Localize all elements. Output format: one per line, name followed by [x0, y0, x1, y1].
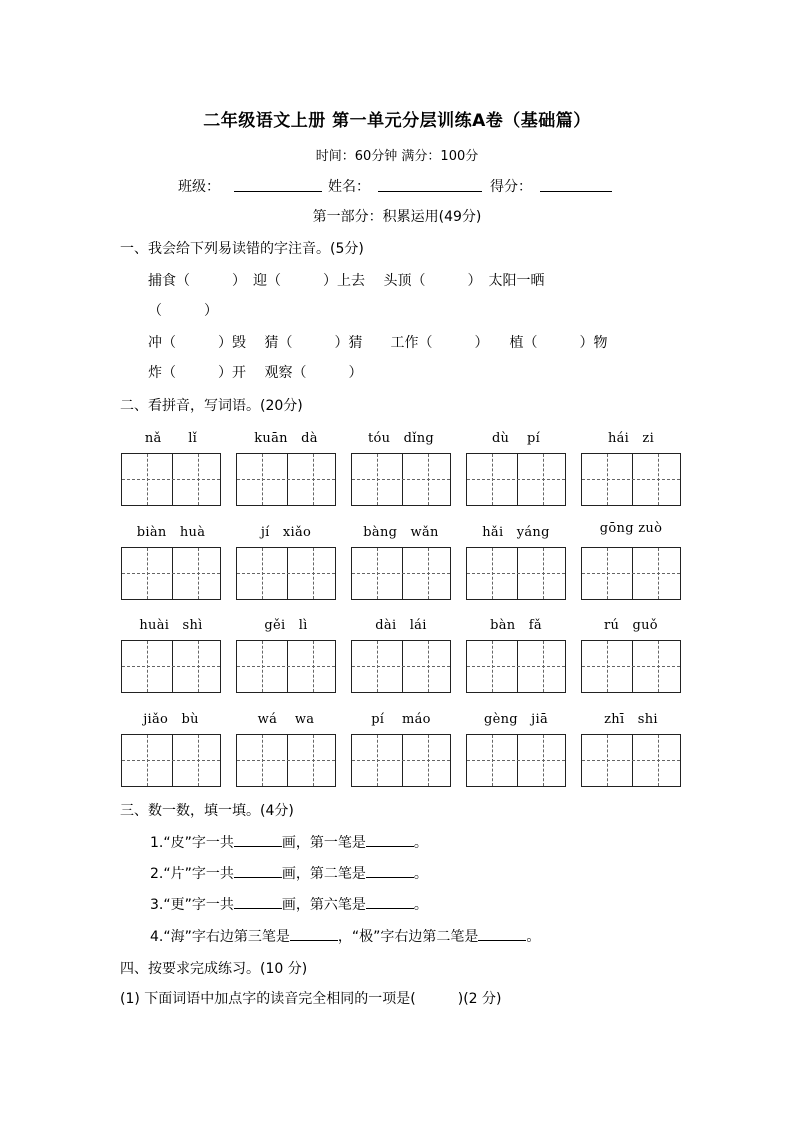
sec1-row-3: 炸（ ）开 观察（ ）	[148, 365, 363, 381]
pinyin-label: nǎ lǐ	[144, 431, 198, 446]
writing-box[interactable]	[121, 547, 221, 600]
writing-box[interactable]	[236, 453, 336, 506]
guide-line-horizontal	[122, 479, 220, 480]
guide-line-horizontal	[467, 666, 565, 667]
writing-box[interactable]	[466, 547, 566, 600]
pinyin-label: bàng wǎn	[363, 525, 439, 540]
writing-box[interactable]	[236, 734, 336, 787]
exam-meta: 时间：60分钟 满分：100分	[315, 149, 479, 164]
score-label: 得分：	[490, 179, 532, 195]
pinyin-label: dù pí	[491, 431, 541, 446]
writing-box[interactable]	[121, 453, 221, 506]
pinyin-label: wá wa	[257, 712, 315, 727]
guide-line-horizontal	[352, 666, 450, 667]
writing-box[interactable]	[121, 734, 221, 787]
page-title: 二年级语文上册 第一单元分层训练A卷（基础篇）	[203, 111, 591, 131]
guide-line-horizontal	[582, 573, 680, 574]
blank-input[interactable]	[290, 928, 338, 941]
writing-box[interactable]	[581, 640, 681, 693]
writing-box[interactable]	[466, 640, 566, 693]
writing-box[interactable]	[351, 734, 451, 787]
guide-line-horizontal	[237, 479, 335, 480]
guide-line-horizontal	[352, 479, 450, 480]
writing-box[interactable]	[466, 734, 566, 787]
blank-input[interactable]	[478, 928, 526, 941]
pinyin-label: rú guǒ	[604, 618, 658, 633]
class-label: 班级：	[178, 179, 220, 195]
sec3-item-4: 4.“海”字右边第三笔是 ，“极”字右边第二笔是 。	[150, 929, 541, 945]
sec3-item-3: 3.“更”字一共 画，第六笔是 。	[150, 897, 428, 913]
writing-box[interactable]	[581, 734, 681, 787]
pinyin-label: hǎi yáng	[482, 525, 550, 540]
pinyin-label: zhī shi	[604, 712, 658, 727]
name-field[interactable]	[378, 178, 482, 192]
sec1-row-2: 冲（ ）毁 猜（ ）猜 工作（ ） 植（ ）物	[148, 335, 608, 351]
guide-line-horizontal	[122, 666, 220, 667]
sec4-question-1: (1) 下面词语中加点字的读音完全相同的一项是( )(2 分)	[120, 991, 502, 1007]
pinyin-label: kuān dà	[254, 431, 318, 446]
section-1-title: 一、我会给下列易读错的字注音。(5分)	[120, 241, 364, 257]
writing-box[interactable]	[236, 547, 336, 600]
class-field[interactable]	[234, 178, 322, 192]
writing-box[interactable]	[236, 640, 336, 693]
blank-input[interactable]	[234, 865, 282, 878]
pinyin-label: gèng jiā	[483, 712, 549, 727]
part-heading: 第一部分：积累运用(49分)	[312, 209, 482, 225]
sec1-row-1: 捕食（ ） 迎（ ）上去 头顶（ ） 太阳一晒	[148, 273, 545, 289]
name-label: 姓名：	[328, 179, 370, 195]
pinyin-label: bàn fǎ	[490, 618, 542, 633]
guide-line-horizontal	[352, 573, 450, 574]
sec3-item-2: 2.“片”字一共 画，第二笔是 。	[150, 866, 428, 882]
section-4-title: 四、按要求完成练习。(10 分)	[120, 961, 308, 977]
sec1-row-1b: （ ）	[148, 303, 218, 319]
blank-input[interactable]	[366, 834, 414, 847]
score-field[interactable]	[540, 178, 612, 192]
guide-line-horizontal	[352, 760, 450, 761]
guide-line-horizontal	[122, 760, 220, 761]
writing-box[interactable]	[581, 547, 681, 600]
blank-input[interactable]	[234, 896, 282, 909]
section-3-title: 三、数一数，填一填。(4分)	[120, 803, 294, 819]
writing-box[interactable]	[581, 453, 681, 506]
guide-line-horizontal	[582, 666, 680, 667]
pinyin-label: pí máo	[371, 712, 431, 727]
guide-line-horizontal	[237, 760, 335, 761]
sec3-item-1: 1.“皮”字一共 画，第一笔是 。	[150, 835, 428, 851]
pinyin-label: gěi lì	[264, 618, 308, 633]
guide-line-horizontal	[582, 479, 680, 480]
writing-box[interactable]	[351, 547, 451, 600]
pinyin-label: biàn huà	[136, 525, 206, 540]
guide-line-horizontal	[467, 760, 565, 761]
pinyin-label: hái zi	[607, 431, 655, 446]
writing-box[interactable]	[121, 640, 221, 693]
guide-line-horizontal	[122, 573, 220, 574]
pinyin-label: huài shì	[139, 618, 203, 633]
pinyin-label: jiǎo bù	[143, 712, 199, 727]
writing-box[interactable]	[351, 453, 451, 506]
writing-box[interactable]	[351, 640, 451, 693]
guide-line-horizontal	[237, 573, 335, 574]
pinyin-label: gōng zuò	[599, 521, 663, 536]
pinyin-label: tóu dǐng	[368, 431, 434, 446]
blank-input[interactable]	[366, 896, 414, 909]
pinyin-label: jí xiǎo	[260, 525, 312, 540]
guide-line-horizontal	[467, 479, 565, 480]
guide-line-horizontal	[237, 666, 335, 667]
pinyin-label: dài lái	[375, 618, 427, 633]
blank-input[interactable]	[234, 834, 282, 847]
guide-line-horizontal	[582, 760, 680, 761]
writing-box[interactable]	[466, 453, 566, 506]
section-2-title: 二、看拼音，写词语。(20分)	[120, 398, 303, 414]
blank-input[interactable]	[366, 865, 414, 878]
guide-line-horizontal	[467, 573, 565, 574]
